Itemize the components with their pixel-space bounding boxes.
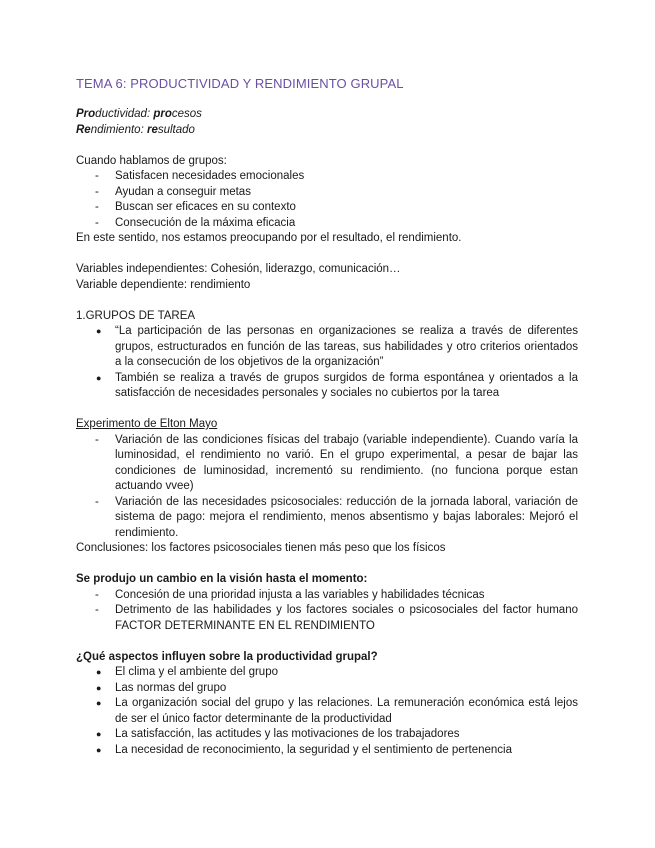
list-item — [76, 433, 578, 495]
def-bold-value: re — [146, 123, 158, 136]
dot-bullet: ● — [96, 682, 102, 693]
list-item — [76, 185, 578, 201]
list-item — [76, 603, 578, 634]
list-item — [76, 495, 578, 542]
spacer — [76, 138, 578, 154]
productivity-factors-heading: ¿Qué aspectos influyen sobre la productividad grupal? — [76, 650, 378, 663]
def-value: cesos — [171, 108, 202, 120]
task-groups-list — [76, 324, 578, 402]
productivity-factors-list — [76, 665, 578, 758]
spacer — [76, 557, 578, 573]
def-bold-prefix: Pro — [76, 108, 96, 120]
list-item — [76, 681, 578, 697]
dash-bullet: - — [95, 170, 99, 182]
experiment-conclusion: Conclusiones: los factores psicosociales tienen más peso que los físicos — [76, 542, 446, 554]
definition-rendimiento — [76, 123, 578, 139]
list-item — [76, 169, 578, 185]
dash-bullet: - — [95, 604, 99, 616]
list-item — [76, 371, 578, 402]
list-item-text: Concesión de una prioridad injusta a las variables y habilidades técnicas — [115, 588, 485, 601]
vision-change-heading: Se produjo un cambio en la visión hasta el momento: — [76, 573, 368, 585]
list-item-text: La satisfacción, las actitudes y las motivaciones de los trabajadores — [115, 728, 460, 740]
experiment-heading: Experimento de Elton Mayo — [76, 418, 218, 430]
experiment-list — [76, 433, 578, 542]
list-item-text: Variación de las condiciones físicas del trabajo (variable independiente). Cuando varía la luminosidad, el rendimiento no varió. En el grupo experimental, a pesar de bajar las condiciones de luminosidad, incrementó su rendimiento. (no funciona porque estan actuando vvee) — [115, 433, 578, 492]
list-item-text: La necesidad de reconocimiento, la seguridad y el sentimiento de pertenencia — [115, 743, 513, 756]
list-item-text: Detrimento de las habilidades y los factores sociales o psicosociales del factor humano FACTOR DETERMINANTE EN EL RENDIMIENTO — [115, 604, 578, 632]
dash-bullet: - — [95, 216, 99, 229]
spacer — [76, 402, 578, 418]
def-bold-value: pro — [153, 108, 172, 120]
list-item — [76, 665, 578, 681]
list-item — [76, 324, 578, 371]
list-item-text: Consecución de la máxima eficacia — [115, 216, 296, 229]
def-label: ductividad: — [95, 108, 154, 120]
definition-productividad — [76, 107, 578, 123]
list-item-text: El clima y el ambiente del grupo — [115, 666, 278, 678]
list-item-text: También se realiza a través de grupos surgidos de forma espontánea y orientados a la satisfacción de necesidades personales y sociales no cubiertos por la tarea — [115, 371, 578, 399]
list-item — [76, 743, 578, 759]
document-page — [76, 74, 578, 758]
dash-bullet: - — [95, 495, 99, 508]
variables-independent: Variables independientes: Cohesión, liderazgo, comunicación… — [76, 263, 401, 275]
list-item — [76, 696, 578, 727]
def-value: sultado — [157, 123, 195, 136]
groups-intro-conclusion: En este sentido, nos estamos preocupando por el resultado, el rendimiento. — [76, 232, 462, 244]
list-item — [76, 200, 578, 216]
dot-bullet: ● — [96, 729, 102, 739]
variables-dependent: Variable dependiente: rendimiento — [76, 278, 251, 291]
list-item-text: Buscan ser eficaces en su contexto — [115, 201, 296, 213]
dot-bullet: ● — [96, 744, 102, 755]
dash-bullet: - — [95, 433, 99, 446]
dash-bullet: - — [95, 201, 99, 213]
def-label: ndimiento: — [90, 123, 147, 136]
dot-bullet: ● — [96, 372, 102, 383]
vision-change-list — [76, 588, 578, 635]
dot-bullet: ● — [96, 667, 102, 677]
spacer — [76, 293, 578, 309]
list-item-text: Ayudan a conseguir metas — [115, 185, 251, 198]
groups-intro-list — [76, 169, 578, 231]
spacer — [76, 247, 578, 263]
list-item — [76, 727, 578, 743]
dot-bullet: ● — [96, 326, 102, 336]
list-item-text: Satisfacen necesidades emocionales — [115, 170, 305, 182]
list-item — [76, 216, 578, 232]
list-item-text: La organización social del grupo y las relaciones. La remuneración económica está lejos de ser el único factor determinante de la productividad — [115, 697, 578, 725]
groups-intro-lead: Cuando hablamos de grupos: — [76, 154, 227, 167]
list-item-text: Variación de las necesidades psicosociales: reducción de la jornada laboral, variación de sistema de pago: mejora el rendimiento, menos absentismo y bajas laborales: Mejoró el rendimiento. — [115, 495, 578, 539]
def-bold-prefix: Re — [76, 123, 91, 136]
list-item-text: Las normas del grupo — [115, 681, 227, 694]
dash-bullet: - — [95, 185, 99, 198]
dot-bullet: ● — [96, 698, 102, 708]
page-title: TEMA 6: PRODUCTIVIDAD Y RENDIMIENTO GRUPAL — [76, 76, 404, 91]
dash-bullet: - — [95, 588, 99, 601]
spacer — [76, 634, 578, 650]
list-item-text: “La participación de las personas en organizaciones se realiza a través de diferentes grupos, estructurados en función de las tareas, sus habilidades y otro criterios orientados a la consecución de los objetivos de la organización” — [115, 325, 578, 368]
task-groups-heading: 1.GRUPOS DE TAREA — [76, 309, 196, 322]
list-item — [76, 588, 578, 604]
